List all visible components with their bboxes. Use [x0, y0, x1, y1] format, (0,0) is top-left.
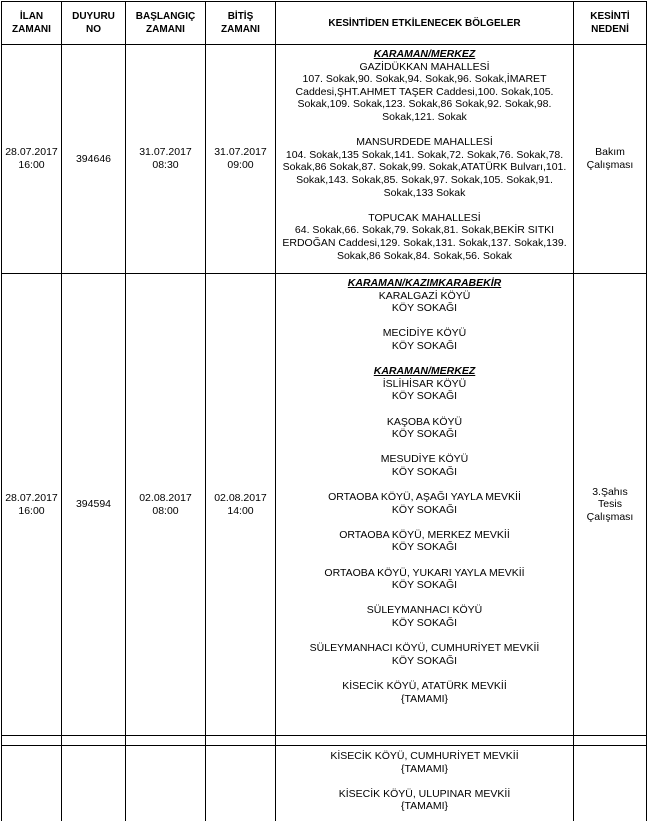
table-row	[1, 274, 647, 736]
area-block	[310, 642, 540, 667]
area-block	[330, 750, 518, 775]
street-name: KÖY SOKAĞI	[391, 428, 458, 441]
area-block	[328, 491, 521, 516]
street-name: KÖY SOKAĞI	[391, 503, 458, 516]
bolgeler-cell	[276, 746, 574, 821]
street-name: KÖY SOKAĞI	[391, 390, 458, 403]
street-name: {TAMAMI}	[400, 692, 449, 705]
header-baslangic-line1: BAŞLANGIÇ	[135, 11, 196, 22]
area-name: ORTAOBA KÖYÜ, MERKEZ MEVKİİ	[339, 528, 510, 541]
bitis-time: 09:00	[227, 159, 254, 171]
area-block	[296, 61, 554, 124]
bitis-cell	[206, 274, 276, 736]
area-name: MESUDİYE KÖYÜ	[380, 453, 469, 466]
bitis-cell	[206, 746, 276, 821]
header-neden-line2: NEDENİ	[591, 24, 629, 35]
baslangic-date: 31.07.2017	[139, 146, 192, 159]
street-list-line: 104. Sokak,135 Sokak,141. Sokak,72. Sokak,76. Sokak,78.	[285, 148, 564, 161]
baslangic-time: 08:00	[152, 504, 179, 517]
street-list-line: Sokak,109. Sokak,123. Sokak,86 Sokak,92. Sokak,98.	[297, 98, 552, 111]
region-heading: KARAMAN/MERKEZ	[373, 365, 476, 378]
neden-cell	[574, 45, 647, 274]
header-bolgeler	[276, 1, 574, 45]
bitis-time: 14:00	[227, 504, 254, 517]
ilan-time: 16:00	[18, 504, 45, 517]
ilan-time: 16:00	[18, 159, 45, 171]
neden-cell	[574, 274, 647, 736]
area-name: SÜLEYMANHACI KÖYÜ, CUMHURİYET MEVKİİ	[309, 642, 540, 655]
header-baslangic-line2: ZAMANI	[146, 24, 185, 35]
spacer-cell	[126, 736, 206, 745]
table-header	[1, 1, 647, 45]
spacer-cell	[206, 736, 276, 745]
spacer-cell	[574, 736, 647, 745]
area-block	[339, 788, 511, 813]
area-name: SÜLEYMANHACI KÖYÜ	[366, 604, 483, 617]
area-block	[283, 136, 567, 199]
duyuru-number: 394646	[75, 152, 112, 165]
street-list-line: Caddesi,ŞHT.AHMET TAŞER Caddesi,100. Sokak,105.	[295, 85, 554, 98]
area-block	[324, 567, 524, 592]
neden-cell	[574, 746, 647, 821]
ilan-cell	[1, 746, 62, 821]
header-ilan-line1: İLAN	[19, 11, 44, 22]
street-name: KÖY SOKAĞI	[391, 465, 458, 478]
area-block	[367, 604, 483, 629]
area-name: TOPUCAK MAHALLESİ	[368, 211, 481, 224]
street-list-line: Sokak,86 Sokak,87. Sokak,99. Sokak,ATATÜRK Bulvarı,101.	[282, 161, 567, 174]
neden-line1: 3.Şahıs	[592, 485, 628, 498]
bitis-date: 02.08.2017	[214, 491, 267, 504]
duyuru-cell	[62, 274, 126, 736]
area-name: GAZİDÜKKAN MAHALLESİ	[359, 60, 490, 73]
neden-line2: Çalışması	[586, 159, 634, 171]
table-row	[1, 45, 647, 274]
street-list-line: 107. Sokak,90. Sokak,94. Sokak,96. Sokak,İMARET	[302, 73, 547, 86]
street-name: KÖY SOKAĞI	[391, 302, 458, 315]
header-duyuru-line2: NO	[86, 24, 101, 35]
area-block	[381, 453, 469, 478]
area-block	[282, 212, 566, 262]
neden-line2: Tesis	[598, 498, 622, 511]
ilan-date: 28.07.2017	[5, 146, 58, 159]
spacer-cell	[62, 736, 126, 745]
area-block	[339, 529, 510, 554]
area-name: ORTAOBA KÖYÜ, YUKARI YAYLA MEVKİİ	[324, 566, 525, 579]
region-heading: KARAMAN/MERKEZ	[373, 48, 476, 60]
area-name: KARALGAZİ KÖYÜ	[378, 289, 471, 302]
duyuru-cell	[62, 45, 126, 274]
street-name: KÖY SOKAĞI	[391, 579, 458, 592]
area-name: KİSECİK KÖYÜ, ATATÜRK MEVKİİ	[342, 680, 507, 692]
header-bitis	[206, 1, 276, 45]
area-name: ORTAOBA KÖYÜ, AŞAĞI YAYLA MEVKİİ	[328, 491, 521, 504]
baslangic-time: 08:30	[152, 159, 179, 171]
street-name: {TAMAMI}	[400, 800, 449, 813]
bolgeler-cell	[276, 274, 574, 736]
area-name: KİSECİK KÖYÜ, CUMHURİYET MEVKİİ	[330, 750, 519, 762]
street-list-line: Sokak,86 Sokak,84. Sokak,56. Sokak	[336, 249, 513, 262]
street-list-line: Sokak,121. Sokak	[382, 110, 467, 123]
header-ilan	[1, 1, 62, 45]
area-name: MECİDİYE KÖYÜ	[382, 327, 467, 340]
street-list-line: Sokak,133 Sokak	[383, 186, 466, 199]
street-name: KÖY SOKAĞI	[391, 654, 458, 667]
ilan-cell	[1, 274, 62, 736]
header-ilan-line2: ZAMANI	[12, 24, 51, 35]
bitis-date: 31.07.2017	[214, 146, 267, 159]
header-duyuru	[62, 1, 126, 45]
region-heading: KARAMAN/KAZIMKARABEKİR	[347, 277, 502, 289]
street-name: KÖY SOKAĞI	[391, 541, 458, 554]
baslangic-cell	[126, 45, 206, 274]
street-name: KÖY SOKAĞI	[391, 617, 458, 630]
bolgeler-cell	[276, 45, 574, 274]
header-baslangic	[126, 1, 206, 45]
duyuru-cell	[62, 746, 126, 821]
area-block	[383, 327, 466, 352]
header-neden-line1: KESİNTİ	[590, 11, 630, 22]
page-break-strip	[1, 736, 647, 745]
street-name: KÖY SOKAĞI	[391, 339, 458, 352]
area-name: KİSECİK KÖYÜ, ULUPINAR MEVKİİ	[338, 787, 511, 800]
street-name: {TAMAMI}	[400, 762, 449, 775]
area-name: MANSURDEDE MAHALLESİ	[356, 136, 493, 149]
area-name: İSLİHİSAR KÖYÜ	[382, 377, 467, 390]
ilan-cell	[1, 45, 62, 274]
spacer-cell	[1, 736, 62, 745]
area-block	[387, 416, 462, 441]
spacer-cell	[276, 736, 574, 745]
area-name: KAŞOBA KÖYÜ	[386, 415, 463, 428]
neden-line3: Çalışması	[586, 510, 634, 523]
baslangic-cell	[126, 274, 206, 736]
duyuru-number: 394594	[75, 498, 112, 511]
bitis-cell	[206, 45, 276, 274]
header-duyuru-line1: DUYURU	[72, 11, 115, 22]
street-list-line: 64. Sokak,66. Sokak,79. Sokak,81. Sokak,BEKİR SITKI	[294, 224, 555, 237]
area-block	[342, 680, 507, 705]
ilan-date: 28.07.2017	[5, 491, 58, 504]
street-list-line: ERDOĞAN Caddesi,129. Sokak,131. Sokak,137. Sokak,139.	[282, 236, 567, 249]
table-row-continued	[1, 745, 647, 821]
header-bolgeler-label: KESİNTİDEN ETKİLENECEK BÖLGELER	[328, 17, 521, 29]
area-block	[379, 290, 471, 315]
area-block	[383, 378, 466, 403]
header-bitis-line2: ZAMANI	[221, 24, 260, 35]
baslangic-cell	[126, 746, 206, 821]
street-list-line: Sokak,143. Sokak,85. Sokak,97. Sokak,105. Sokak,91.	[296, 173, 553, 186]
neden-line1: Bakım	[595, 146, 625, 159]
baslangic-date: 02.08.2017	[139, 491, 192, 504]
header-bitis-line1: BİTİŞ	[227, 11, 254, 22]
header-neden	[574, 1, 647, 45]
